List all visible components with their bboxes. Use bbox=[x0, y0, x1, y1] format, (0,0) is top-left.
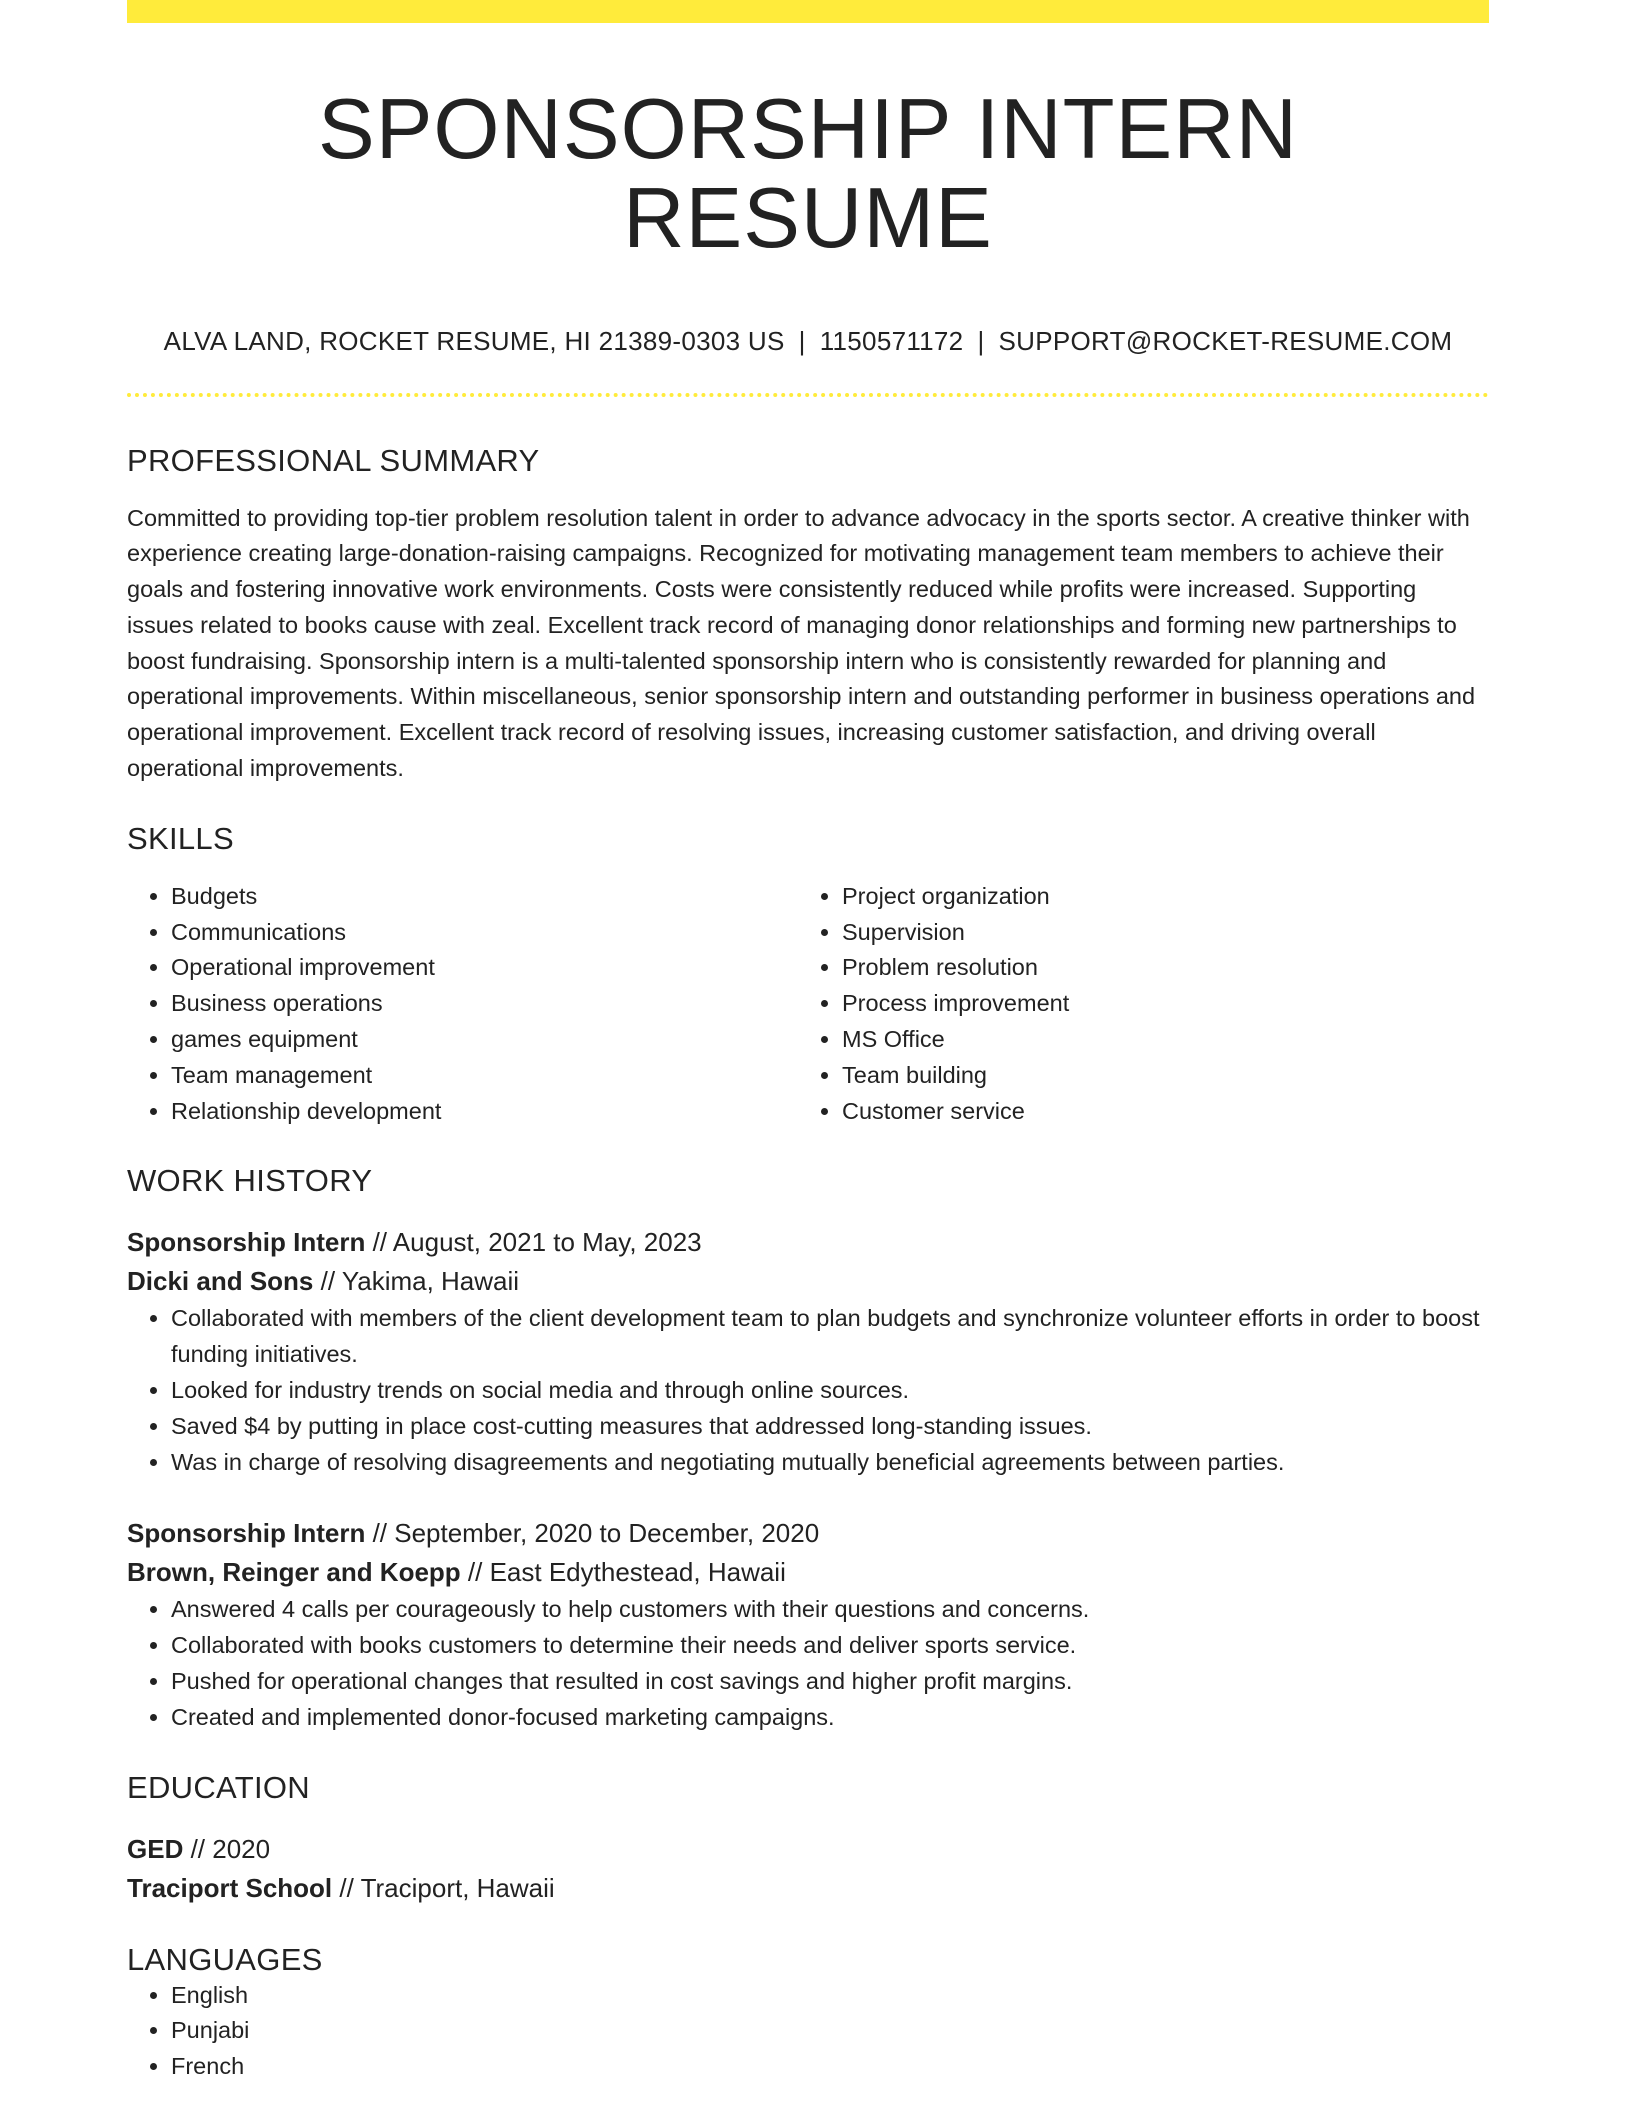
contact-email: SUPPORT@ROCKET-RESUME.COM bbox=[998, 325, 1453, 356]
language-item: • Punjabi bbox=[171, 2013, 1489, 2049]
education-degree-line bbox=[127, 1830, 1489, 1869]
job-title: Sponsorship Intern bbox=[127, 1518, 366, 1549]
resume-title: SPONSORSHIP INTERN RESUME bbox=[318, 82, 1298, 267]
job-company: Dicki and Sons bbox=[127, 1266, 314, 1297]
section-heading-skills: SKILLS bbox=[127, 820, 234, 856]
skill-item: • Business operations bbox=[171, 986, 798, 1022]
job-dates: // September, 2020 to December, 2020 bbox=[365, 1518, 820, 1549]
skill-item: • Process improvement bbox=[842, 986, 1469, 1022]
education-degree: GED bbox=[127, 1833, 184, 1864]
job-title-line bbox=[127, 1514, 1489, 1553]
job-company: Brown, Reinger and Koepp bbox=[127, 1557, 461, 1588]
job-dates: // August, 2021 to May, 2023 bbox=[365, 1227, 702, 1258]
education-entry bbox=[127, 1830, 1489, 1908]
skill-item: • Supervision bbox=[842, 915, 1469, 951]
skill-item: • Communications bbox=[171, 915, 798, 951]
skill-item: • Operational improvement bbox=[171, 950, 798, 986]
skill-item: • Budgets bbox=[171, 879, 798, 915]
job-title-line bbox=[127, 1223, 1489, 1262]
job-bullets bbox=[127, 1301, 1489, 1480]
skill-item: • Customer service bbox=[842, 1094, 1469, 1130]
job-bullet: • Collaborated with members of the client development team to plan budgets and synchronize volunteer efforts in order to boost funding initiatives. bbox=[171, 1301, 1489, 1373]
section-heading-summary: PROFESSIONAL SUMMARY bbox=[127, 442, 540, 478]
job-bullet: • Was in charge of resolving disagreements and negotiating mutually beneficial agreements between parties. bbox=[171, 1445, 1489, 1481]
contact-line bbox=[127, 326, 1489, 357]
job-bullet: • Created and implemented donor-focused marketing campaigns. bbox=[171, 1700, 1489, 1736]
job-bullet: • Collaborated with books customers to determine their needs and deliver sports service. bbox=[171, 1628, 1489, 1664]
section-heading-work-history: WORK HISTORY bbox=[127, 1163, 373, 1199]
job-location: // Yakima, Hawaii bbox=[313, 1266, 520, 1297]
contact-separator: | bbox=[798, 325, 806, 356]
skills-list bbox=[127, 879, 1489, 1130]
job-entry bbox=[127, 1514, 1489, 1735]
skill-item: • MS Office bbox=[842, 1022, 1469, 1058]
job-entry bbox=[127, 1223, 1489, 1480]
job-location: // East Edythestead, Hawaii bbox=[460, 1557, 786, 1588]
contact-address: ALVA LAND, ROCKET RESUME, HI 21389-0303 US bbox=[163, 325, 785, 356]
job-bullet: • Looked for industry trends on social media and through online sources. bbox=[171, 1373, 1489, 1409]
contact-phone: 1150571172 bbox=[819, 325, 964, 356]
skill-item: • Relationship development bbox=[171, 1094, 798, 1130]
contact-separator: | bbox=[977, 325, 985, 356]
skill-item: • games equipment bbox=[171, 1022, 798, 1058]
languages-list bbox=[127, 1978, 1489, 2085]
language-item: • French bbox=[171, 2049, 1489, 2085]
job-bullets bbox=[127, 1592, 1489, 1735]
skill-item: • Team building bbox=[842, 1058, 1469, 1094]
skill-item: • Problem resolution bbox=[842, 950, 1469, 986]
summary-text: Committed to providing top-tier problem resolution talent in order to advance advocacy in the sports sector. A creative thinker with experience creating large-donation-raising campaigns. Recognized for motivating management team members to achieve their goals and fostering innovative work environments. Costs were consistently reduced while profits were increased. Supporting issues related to books cause with zeal. Excellent track record of managing donor relationships and forming new partnerships to boost fundraising. Sponsorship intern is a multi-talented sponsorship intern who is consistently rewarded for planning and operational improvements. Within miscellaneous, senior sponsorship intern and outstanding performer in business operations and operational improvement. Excellent track record of resolving issues, increasing customer satisfaction, and driving overall operational improvements. bbox=[127, 504, 1476, 782]
job-title: Sponsorship Intern bbox=[127, 1227, 366, 1258]
job-bullet: • Saved $4 by putting in place cost-cutting measures that addressed long-standing issues. bbox=[171, 1409, 1489, 1445]
skills-column-right bbox=[798, 879, 1469, 1130]
skills-column-left bbox=[127, 879, 798, 1130]
section-heading-languages: LANGUAGES bbox=[127, 1941, 323, 1977]
resume-page bbox=[127, 0, 1489, 2085]
education-school-line bbox=[127, 1869, 1489, 1908]
education-year: // 2020 bbox=[183, 1833, 271, 1864]
education-school: Traciport School bbox=[127, 1872, 333, 1903]
job-bullet: • Pushed for operational changes that resulted in cost savings and higher profit margins. bbox=[171, 1664, 1489, 1700]
language-item: • English bbox=[171, 1978, 1489, 2014]
education-location: // Traciport, Hawaii bbox=[332, 1872, 555, 1903]
top-accent-bar bbox=[127, 0, 1489, 23]
skill-item: • Project organization bbox=[842, 879, 1469, 915]
job-company-line bbox=[127, 1553, 1489, 1592]
skill-item: • Team management bbox=[171, 1058, 798, 1094]
dotted-divider bbox=[127, 393, 1489, 397]
section-heading-education: EDUCATION bbox=[127, 1769, 310, 1805]
job-bullet: • Answered 4 calls per courageously to help customers with their questions and concerns. bbox=[171, 1592, 1489, 1628]
job-company-line bbox=[127, 1262, 1489, 1301]
